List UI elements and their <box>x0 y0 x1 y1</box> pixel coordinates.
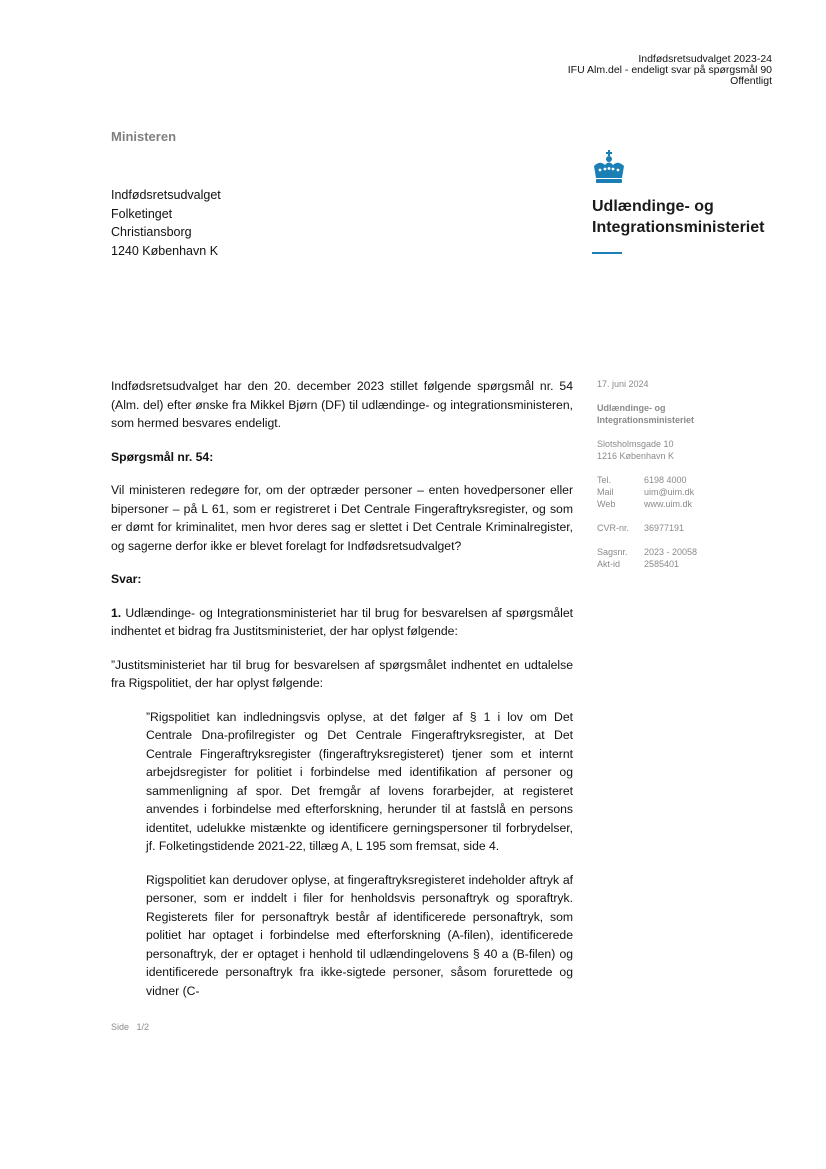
sidebar-aktid-row <box>597 558 737 570</box>
recipient-line-3: Christiansborg <box>111 225 192 239</box>
sagsnr-value: 2023 - 20058 <box>644 547 698 557</box>
quote-paragraph-1: ”Rigspolitiet kan indledningsvis oplyse, at det følger af § 1 i lov om Det Centrale Dna-profilregister og Det Centrale Fingeraftryksregister, at Det Centrale Fingeraftryksregister (fingeraftryksregisteret) tjener som et internt arbejdsregister for politiet i forbindelse med identifikation af personer og sammenligning af spor. Det fremgår af lovens forarbejder, at registeret anvendes i forbindelse med efterforskning, herunder til at fastslå en persons identitet, udelukke mistænkte og identificere gerningspersoner til forbrydelser, jf. Folketingstidende 2021-22, tillæg A, L 195 som fremsat, side 4. <box>146 709 573 853</box>
tel-label: Tel. <box>597 475 612 485</box>
page-number: 1/2 <box>136 1022 150 1032</box>
logo-accent-line <box>592 252 622 254</box>
web-value: www.uim.dk <box>644 499 693 509</box>
sender-label: Ministeren <box>111 129 177 144</box>
document-reference <box>568 54 772 87</box>
mail-value: uim@uim.dk <box>644 487 695 497</box>
answer-paragraph-1 <box>111 604 573 641</box>
sidebar-web-row <box>597 498 737 510</box>
sidebar-address-1: Slotsholmsgade 10 <box>597 439 674 449</box>
ministry-name <box>592 196 764 238</box>
recipient-line-2: Folketinget <box>111 206 173 221</box>
question-heading: Spørgsmål nr. 54: <box>111 449 214 464</box>
cvr-label: CVR-nr. <box>597 523 630 533</box>
letter-body <box>111 377 573 1015</box>
answer-heading: Svar: <box>111 572 142 586</box>
sidebar-org-line-2: Integrationsministeriet <box>597 415 695 425</box>
recipient-line-4: 1240 København K <box>111 243 219 258</box>
reference-line-2: IFU Alm.del - endeligt svar på spørgsmål 90 <box>567 64 772 76</box>
quote-paragraph-2: Rigspolitiet kan derudover oplyse, at fingeraftryksregisteret indeholder aftryk af personer, som er inddelt i filer for henholdsvis personaftryk og sporaftryk. Registerets filer for personaftryk består af identificerede personaftryk, som politiet har optaget i forbindelse med efterforskning (A-filen), identificerede personaftryk, der er optaget i henhold til udlændingelovens § 40 a (B-filen) og identificerede personaftryk fra ikke-sigtede personer, såsom forurettede og vidner (C- <box>146 872 573 998</box>
sender-sidebar <box>597 378 737 570</box>
page-footer <box>111 1022 149 1032</box>
letter-date: 17. juni 2024 <box>597 379 649 389</box>
sidebar-org-line-1: Udlændinge- og <box>597 403 666 413</box>
cvr-value: 36977191 <box>644 523 685 533</box>
sidebar-mail-row <box>597 486 737 498</box>
answer-paragraph-1-text: Udlændinge- og Integrationsministeriet har til brug for besvarelsen af spørgsmålet indhentet et bidrag fra Justitsministeriet, der har oplyst følgende: <box>111 605 573 638</box>
sagsnr-label: Sagsnr. <box>597 547 628 557</box>
quoted-statement <box>146 708 573 1001</box>
answer-paragraph-2: ”Justitsministeriet har til brug for besvarelsen af spørgsmålet indhentet en udtalelse fra Rigspolitiet, der har oplyst følgende: <box>111 657 573 690</box>
sidebar-cvr-row <box>597 522 737 534</box>
sidebar-sagsnr-row <box>597 546 737 558</box>
mail-label: Mail <box>597 487 614 497</box>
page-label: Side <box>111 1022 130 1032</box>
ministry-logo <box>592 150 764 254</box>
intro-paragraph: Indfødsretsudvalget har den 20. december 2023 stillet følgende spørgsmål nr. 54 (Alm. del) efter ønske fra Mikkel Bjørn (DF) til udlændinge- og integrationsministeren, som hermed besvares endeligt. <box>111 379 573 430</box>
tel-value: 6198 4000 <box>644 475 687 485</box>
reference-line-1: Indfødsretsudvalget 2023-24 <box>638 53 772 65</box>
sidebar-tel-row <box>597 474 737 486</box>
ministry-name-line-2: Integrationsministeriet <box>592 219 765 236</box>
web-label: Web <box>597 499 616 509</box>
crown-icon <box>592 150 626 186</box>
sidebar-address-2: 1216 København K <box>597 451 675 461</box>
question-paragraph: Vil ministeren redegøre for, om der optræder personer – enten hovedpersoner eller bipersoner – på L 61, som er registreret i Det Centrale Fingeraftryksregister, og som er dømt for kriminalitet, men hvor deres sag er slettet i Det Centrale Kriminalregister, og sagerne derfor ikke er blevet forelagt for Indfødsretsudvalget? <box>111 483 573 553</box>
reference-line-3: Offentligt <box>730 75 772 87</box>
answer-number: 1. <box>111 605 122 620</box>
aktid-label: Akt-id <box>597 559 621 569</box>
recipient-line-1: Indfødsretsudvalget <box>111 188 221 202</box>
recipient-address <box>111 186 221 260</box>
aktid-value: 2585401 <box>644 559 680 569</box>
ministry-name-line-1: Udlændinge- og <box>592 198 714 215</box>
